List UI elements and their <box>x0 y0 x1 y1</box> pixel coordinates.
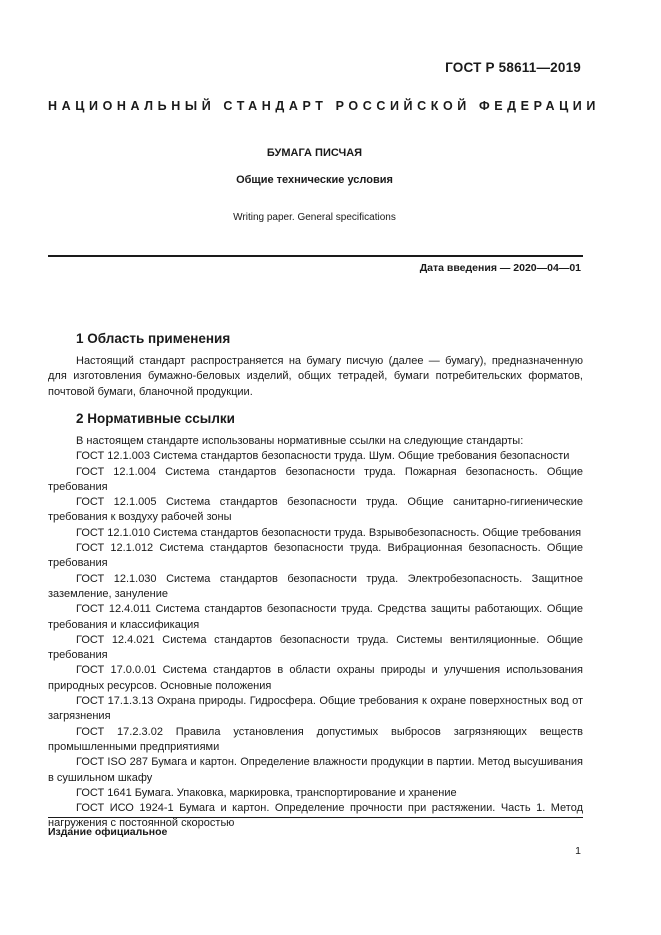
reference-item: ГОСТ 12.1.030 Система стандартов безопасности труда. Электробезопасность. Защитное заземление, зануление <box>48 572 583 600</box>
official-edition-label: Издание официальное <box>48 826 168 838</box>
reference-item: ГОСТ 17.2.3.02 Правила установления допустимых выбросов загрязняющих веществ промышленными предприятиями <box>48 725 583 753</box>
section-2-heading: 2 Нормативные ссылки <box>76 411 235 426</box>
section-1-text: Настоящий стандарт распространяется на бумагу писчую (далее — бумагу), предназначенную для изготовления бумажно-беловых изделий, общих тетрадей, бумаги потребительских форматов, почтовой бумаги, бланочной продукции. <box>48 355 583 398</box>
introduction-date: Дата введения — 2020—04—01 <box>419 262 581 274</box>
reference-item: ГОСТ ISO 287 Бумага и картон. Определение влажности продукции в партии. Метод высушивания в сушильном шкафу <box>48 756 583 784</box>
reference-item: ГОСТ 12.4.021 Система стандартов безопасности труда. Системы вентиляционные. Общие требования <box>48 633 583 662</box>
standard-title: БУМАГА ПИСЧАЯ <box>266 147 363 159</box>
reference-item: ГОСТ 17.1.3.13 Охрана природы. Гидросфера. Общие требования к охране поверхностных вод от загрязнения <box>48 695 583 723</box>
section-1-heading: 1 Область применения <box>76 331 231 346</box>
reference-item: ГОСТ 17.0.0.01 Система стандартов в области охраны природы и улучшения использования природных ресурсов. Основные положения <box>48 664 583 692</box>
normative-references <box>48 434 583 832</box>
reference-item: ГОСТ 12.4.011 Система стандартов безопасности труда. Средства защиты работающих. Общие требования и классификация <box>48 603 583 631</box>
reference-item: ГОСТ 1641 Бумага. Упаковка, маркировка, транспортирование и хранение <box>76 786 457 799</box>
national-standard-title: НАЦИОНАЛЬНЫЙ СТАНДАРТ РОССИЙСКОЙ ФЕДЕРАЦИИ <box>48 99 600 113</box>
document-number: ГОСТ Р 58611—2019 <box>445 60 581 75</box>
page-number: 1 <box>575 845 581 857</box>
footer-divider <box>48 817 583 818</box>
reference-item: ГОСТ 12.1.010 Система стандартов безопасности труда. Взрывобезопасность. Общие требования <box>76 526 582 539</box>
reference-item: ГОСТ 12.1.012 Система стандартов безопасности труда. Вибрационная безопасность. Общие требования <box>48 542 583 570</box>
reference-item: ГОСТ 12.1.003 Система стандартов безопасности труда. Шум. Общие требования безопасности <box>76 450 570 463</box>
references-intro: В настоящем стандарте использованы нормативные ссылки на следующие стандарты: <box>76 435 524 447</box>
reference-item: ГОСТ 12.1.005 Система стандартов безопасности труда. Общие санитарно-гигиенические требования к воздуху рабочей зоны <box>48 496 583 524</box>
standard-english-title: Writing paper. General specifications <box>233 212 396 223</box>
header-divider <box>48 255 583 257</box>
reference-item: ГОСТ ИСО 1924-1 Бумага и картон. Определение прочности при растяжении. Часть 1. Метод нагружения с постоянной скоростью <box>48 802 583 830</box>
reference-item: ГОСТ 12.1.004 Система стандартов безопасности труда. Пожарная безопасность. Общие требования <box>48 465 583 493</box>
standard-subtitle: Общие технические условия <box>236 174 393 186</box>
